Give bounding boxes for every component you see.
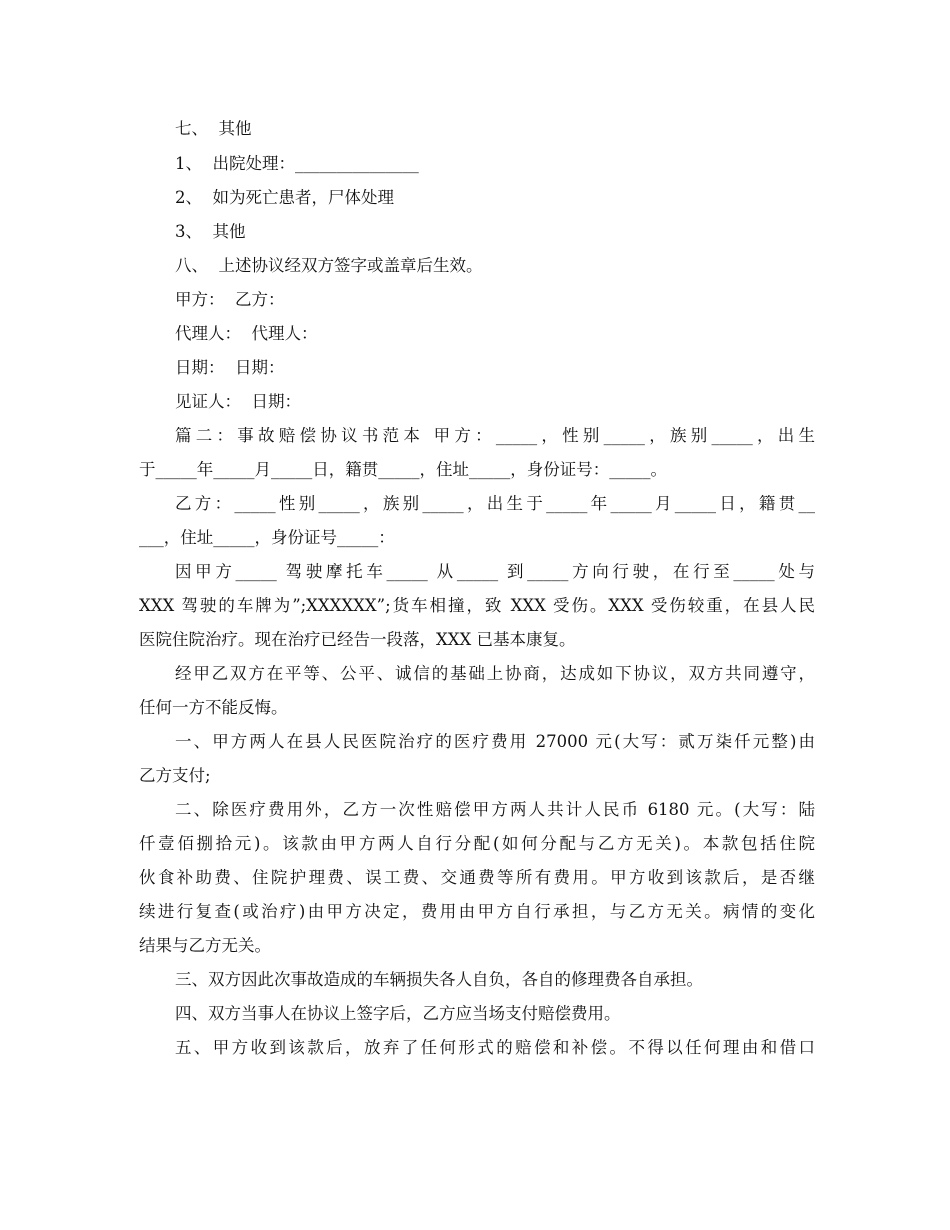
party-b-details-cont: ___，住址_____，身份证号_____： [139,528,395,547]
party-signature-line: 甲方： 乙方： [175,290,285,309]
clause-2: 二、除医疗费用外，乙方一次性赔偿甲方两人共计人民币 6180 元。(大写：陆 [175,800,815,819]
agreement-preamble-end: 任何一方不能反悔。 [139,698,288,717]
agent-signature-line: 代理人： 代理人： [175,324,318,343]
clause-1-end: 乙方支付; [139,766,211,785]
section-7-heading: 七、 其他 [175,119,252,138]
party-b-details: 乙方：_____性别_____，族别_____，出生于_____年_____月_____日，籍贯__ [175,494,815,513]
discharge-handling-item: 1、 出院处理：_______________ [175,154,419,173]
section-8-effective-clause: 八、 上述协议经双方签字或盖章后生效。 [175,256,483,275]
accident-description-end: 医院住院治疗。现在治疗已经告一段落，XXX 已基本康复。 [139,630,576,649]
clause-2-cont-2: 伙食补助费、住院护理费、误工费、交通费等所有费用。甲方收到该款后，是否继 [139,868,815,887]
date-signature-line: 日期： 日期： [175,358,285,377]
clause-2-cont-1: 仟壹佰捌拾元)。该款由甲方两人自行分配(如何分配与乙方无关)。本款包括住院 [139,834,815,853]
accident-description: 因甲方_____ 驾驶摩托车_____ 从_____ 到_____方向行驶，在行至_____处与 [175,562,815,581]
other-item: 3、 其他 [175,222,246,241]
party-a-details: 于_____年_____月_____日，籍贯_____，住址_____，身份证号：_____。 [139,460,667,479]
accident-description-cont: XXX 驾驶的车牌为”;XXXXXX”;货车相撞，致 XXX 受伤。XXX 受伤较重，在县人民 [139,596,815,615]
clause-5: 五、甲方收到该款后，放弃了任何形式的赔偿和补偿。不得以任何理由和借口 [175,1038,815,1057]
clause-2-end: 结果与乙方无关。 [139,936,271,955]
clause-1: 一、甲方两人在县人民医院治疗的医疗费用 27000 元(大写：贰万柒仟元整)由 [175,732,815,751]
part-two-heading-party-a: 篇二：事故赔偿协议书范本 甲方：_____，性别_____，族别_____，出生 [175,426,815,445]
clause-4: 四、双方当事人在协议上签字后，乙方应当场支付赔偿费用。 [175,1004,621,1023]
agreement-preamble: 经甲乙双方在平等、公平、诚信的基础上协商，达成如下协议，双方共同遵守， [175,664,815,683]
clause-3: 三、双方因此次事故造成的车辆损失各人自负，各自的修理费各自承担。 [175,970,703,989]
deceased-handling-item: 2、 如为死亡患者，尸体处理 [175,188,394,207]
clause-2-cont-3: 续进行复查(或治疗)由甲方决定，费用由甲方自行承担，与乙方无关。病情的变化 [139,902,815,921]
witness-signature-line: 见证人： 日期： [175,392,301,411]
